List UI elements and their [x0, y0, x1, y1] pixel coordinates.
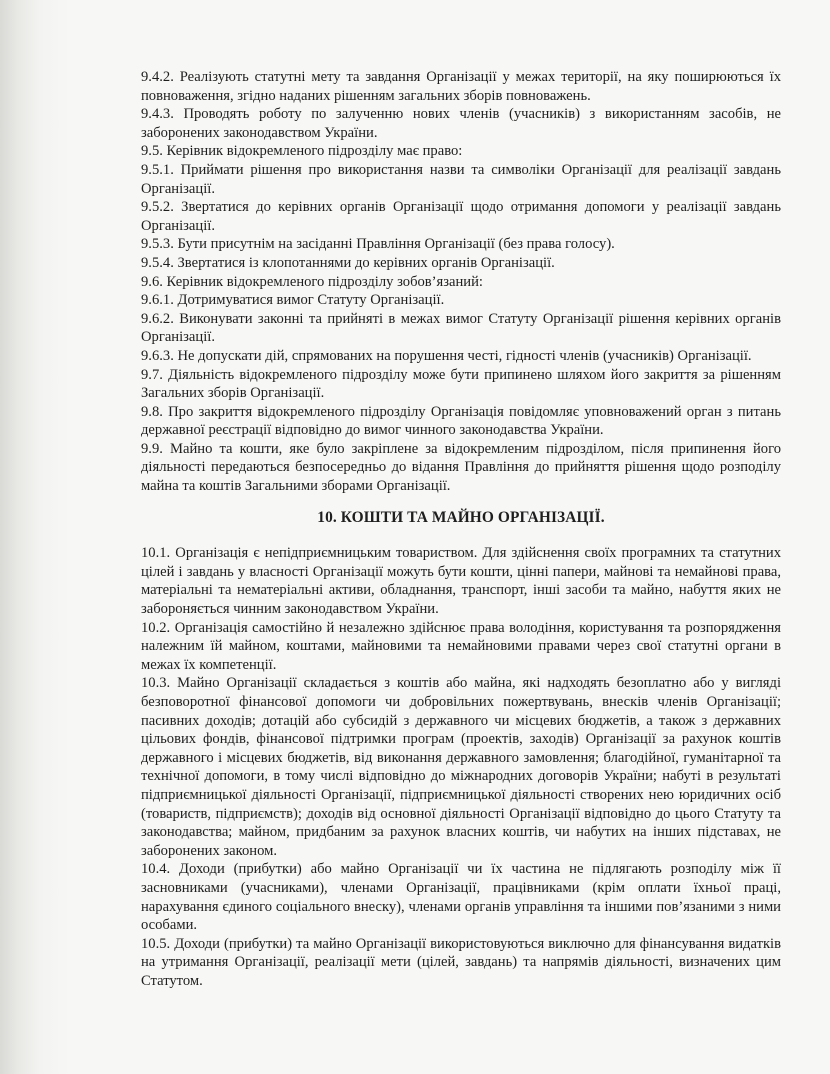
section-10-heading: 10. КОШТИ ТА МАЙНО ОРГАНІЗАЦІЇ.: [317, 508, 605, 526]
document-page: [141, 68, 781, 991]
paragraph-9-8: 9.8. Про закриття відокремленого підрозділу Організація повідомляє уповноважений орган з питань державної реєстрації відповідно до вимог чинного законодавства України.: [141, 403, 781, 439]
paragraph-10-5: 10.5. Доходи (прибутки) та майно Організації використовуються виключно для фінансування видатків на утримання Організації, реалізації мети (цілей, завдань) та напрямів діяльності, визначених цим Статутом.: [141, 935, 781, 989]
paragraph-10-3: 10.3. Майно Організації складається з коштів або майна, які надходять безоплатно або у вигляді безповоротної фінансової допомоги чи добровільних пожертвувань, внесків членів Організації; пасивних доходів; дотацій або субсидій з державного чи місцевих бюджетів, а також з державних цільових фондів, фінансової підтримки програм (проектів, заходів) Організації за рахунок коштів державного і місцевих бюджетів, від виконання державного замовлення; благодійної, гуманітарної та технічної допомоги, в тому числі відповідно до міжнародних договорів України; набуті в результаті підприємницької діяльності Організації, підприємницької діяльності створених нею юридичних осіб (товариств, підприємств); доходів від основної діяльності Організації відповідно до цього Статуту та законодавства; майном, придбаним за рахунок власних коштів, чи набутих на інших підставах, не заборонених законом.: [141, 675, 781, 859]
paragraph-9-5-4: 9.5.4. Звертатися із клопотаннями до керівних органів Організації.: [141, 254, 555, 271]
paragraph-9-6-3: 9.6.3. Не допускати дій, спрямованих на порушення честі, гідності членів (учасників) Організації.: [141, 347, 752, 364]
paragraph-9-5: 9.5. Керівник відокремленого підрозділу має право:: [141, 143, 463, 160]
paragraph-9-4-3: 9.4.3. Проводять роботу по залученню нових членів (учасників) з використанням засобів, не заборонених законодавством України.: [141, 106, 781, 141]
paragraph-10-2: 10.2. Організація самостійно й незалежно здійснює права володіння, користування та розпорядження належним їй майном, коштами, майновими та немайновими правами через свої статутні органи в межах їх компетенції.: [141, 619, 781, 673]
paragraph-9-5-3: 9.5.3. Бути присутнім на засіданні Правління Організації (без права голосу).: [141, 236, 615, 253]
paragraph-9-4-2: 9.4.2. Реалізують статутні мету та завдання Організації у межах території, на яку поширюються їх повноваження, згідно наданих рішенням загальних зборів повноважень.: [141, 69, 781, 104]
paragraph-10-1: 10.1. Організація є непідприємницьким товариством. Для здійснення своїх програмних та статутних цілей і завдань у власності Організації можуть бути кошти, цінні папери, майнові та немайнові права, матеріальні та нематеріальні активи, обладнання, транспорт, інші засоби та майно, набуття яких не забороняється чинним законодавством України.: [141, 545, 781, 618]
paragraph-9-6-2: 9.6.2. Виконувати законні та прийняті в межах вимог Статуту Організації рішення керівних органів Організації.: [141, 310, 781, 346]
paragraph-9-7: 9.7. Діяльність відокремленого підрозділу може бути припинено шляхом його закриття за рішенням Загальних зборів Організації.: [141, 366, 781, 402]
paragraph-9-6: 9.6. Керівник відокремленого підрозділу зобов’язаний:: [141, 273, 483, 290]
paragraph-9-5-1: 9.5.1. Приймати рішення про використання назви та символіки Організації для реалізації завдань Організації.: [141, 161, 781, 197]
scan-shadow-edge: [0, 0, 70, 1074]
paragraph-9-9: 9.9. Майно та кошти, яке було закріплене за відокремленим підрозділом, після припинення його діяльності передаються безпосередньо до відання Правління до прийняття рішення щодо розподілу майна та коштів Загальними зборами Організації.: [141, 440, 781, 495]
paragraph-9-6-1: 9.6.1. Дотримуватися вимог Статуту Організації.: [141, 292, 445, 309]
paragraph-10-4: 10.4. Доходи (прибутки) або майно Організації чи їх частина не підлягають розподілу між її засновниками (учасниками), членами Організації, працівниками (крім оплати їхньої праці, нарахування єдиного соціального внеску), членами органів управління та іншими пов’язаними з ними особами.: [141, 861, 781, 934]
paragraph-9-5-2: 9.5.2. Звертатися до керівних органів Організації щодо отримання допомоги у реалізації завдань Організації.: [141, 199, 781, 234]
